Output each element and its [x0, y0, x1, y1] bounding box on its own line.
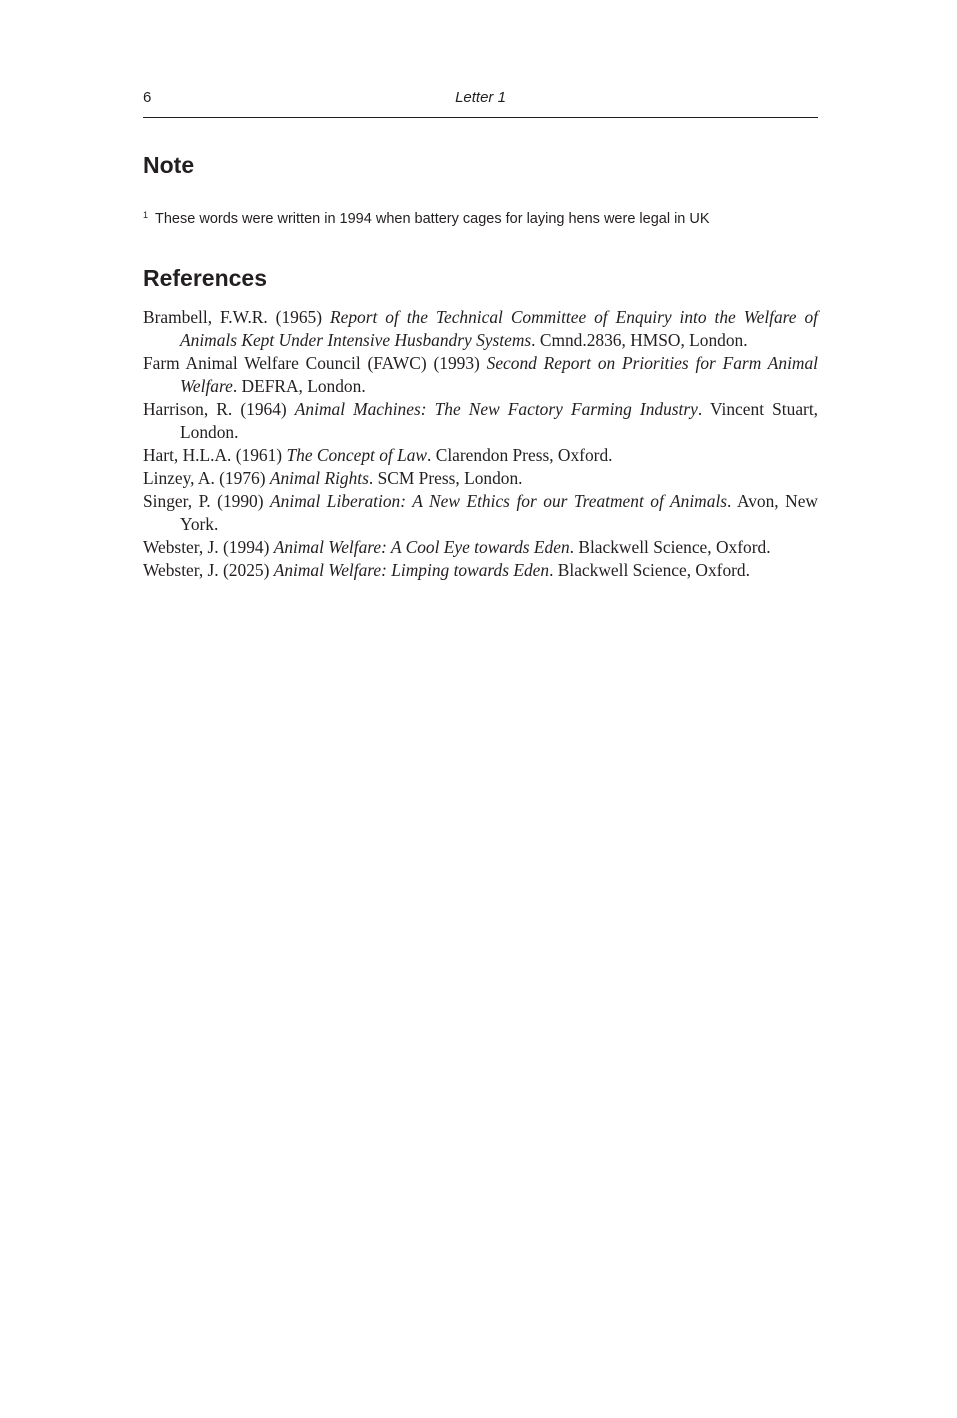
reference-tail: . Cmnd.2836, HMSO, London. — [531, 330, 748, 350]
reference-item — [143, 306, 818, 352]
footnote-marker: 1 — [143, 210, 149, 220]
reference-lead: Singer, P. (1990) — [143, 491, 271, 511]
reference-list — [143, 306, 818, 582]
reference-tail: . DEFRA, London. — [232, 376, 366, 396]
reference-title: Animal Rights — [269, 468, 369, 488]
page-number: 6 — [143, 89, 152, 106]
reference-lead: Linzey, A. (1976) — [143, 468, 270, 488]
reference-title: The Concept of Law — [286, 445, 428, 465]
reference-tail: . SCM Press, London. — [368, 468, 523, 488]
reference-item — [143, 559, 818, 582]
header-rule — [143, 117, 818, 118]
note-heading: Note — [143, 152, 195, 178]
reference-title: Report of the Technical Committee of Enquiry into the Welfare of Animals Kept Under Intensive Husbandry Systems — [180, 307, 818, 350]
running-title: Letter 1 — [455, 89, 506, 106]
reference-item — [143, 352, 818, 398]
reference-lead: Webster, J. (2025) — [143, 560, 274, 580]
reference-lead: Webster, J. (1994) — [143, 537, 274, 557]
reference-item — [143, 467, 818, 490]
reference-lead: Farm Animal Welfare Council (FAWC) (1993) — [143, 353, 487, 373]
reference-title: Animal Welfare: Limping towards Eden — [273, 560, 550, 580]
reference-title: Second Report on Priorities for Farm Animal Welfare — [180, 353, 818, 396]
reference-tail: . Blackwell Science, Oxford. — [549, 560, 750, 580]
reference-title: Animal Liberation: A New Ethics for our Treatment of Animals — [270, 491, 728, 511]
footnote-text: These words were written in 1994 when battery cages for laying hens were legal in UK — [155, 211, 710, 227]
reference-lead: Harrison, R. (1964) — [143, 399, 295, 419]
references-heading: References — [143, 265, 268, 291]
reference-lead: Hart, H.L.A. (1961) — [143, 445, 287, 465]
reference-title: Animal Machines: The New Factory Farming Industry — [294, 399, 698, 419]
reference-lead: Brambell, F.W.R. (1965) — [143, 307, 330, 327]
reference-item — [143, 536, 818, 559]
reference-tail: . Clarendon Press, Oxford. — [427, 445, 613, 465]
reference-tail: . Vincent Stuart, London. — [180, 399, 819, 442]
reference-item — [143, 398, 818, 444]
running-head — [143, 89, 818, 111]
footnote — [143, 205, 818, 229]
reference-tail: . Blackwell Science, Oxford. — [569, 537, 771, 557]
reference-item — [143, 444, 818, 467]
reference-tail: . Avon, New York. — [180, 491, 818, 534]
reference-title: Animal Welfare: A Cool Eye towards Eden — [273, 537, 570, 557]
reference-item — [143, 490, 818, 536]
